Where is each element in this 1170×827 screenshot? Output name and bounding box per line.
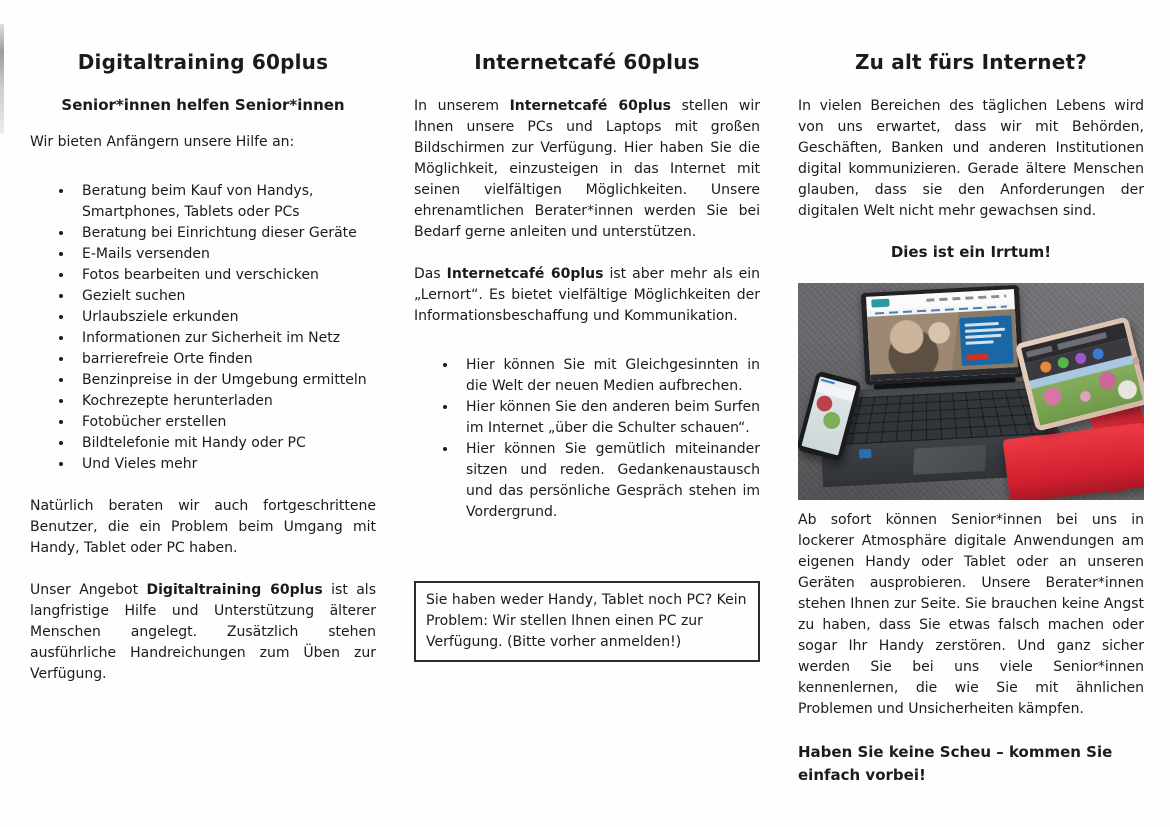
list-item: • Bildtelefonie mit Handy oder PC [74,433,376,454]
list-item: • barrierefreie Orte finden [74,349,376,370]
devices-photo [798,283,1144,500]
text-segment: Unser Angebot [30,582,147,598]
column1-title: Digitaltraining 60plus [77,50,329,74]
column1-paragraph-offer [30,580,376,685]
column1-subtitle: Senior*innen helfen Senior*innen [61,96,345,114]
column3-paragraph-digital-world: In vielen Bereichen des täglichen Lebens wird von uns erwartet, dass wir mit Behörden, Geschäften, Banken und anderen Institutionen digital kommunizieren. Gerade ältere Menschen glauben, dass sie den Anforderungen der digitalen Welt nicht mehr gewachsen sind. [798,98,1144,219]
text-segment: Das [414,266,447,282]
column-internetcafe [414,48,760,809]
laptop-website [866,289,1018,381]
list-item: • Informationen zur Sicherheit im Netz [74,328,376,349]
list-item: • Hier können Sie gemütlich miteinander sitzen und reden. Gedankenaustausch und das persönliche Gespräch stehen im Vordergrund. [458,439,760,523]
column-digitaltraining [30,48,376,809]
website-hero-image [867,309,1018,375]
hero-blue-panel [959,315,1013,366]
list-item: • Kochrezepte herunterladen [74,391,376,412]
laptop-touchpad [913,445,986,475]
list-item: • Und Vieles mehr [74,454,376,475]
column3-paragraph-ab-sofort: Ab sofort können Senior*innen bei uns in lockerer Atmosphäre digitale Anwendungen am eigenen Handy oder Tablet oder an unseren Geräten ausprobieren. Unsere Berater*innen stehen Ihnen zur Seite. Sie brauchen keine Angst zu haben, dass Sie etwas falsch machen oder sogar Ihr Handy zerstören. Und ganz sicher werden Sie bei uns viele Senior*innen kennenlernen, die wie Sie mit ähnlichen Problemen und Unsicherheiten kämpfen. [798,512,1144,717]
bold-cafe-name: Internetcafé 60plus [446,266,604,282]
list-item: • Beratung beim Kauf von Handys, Smartphones, Tablets oder PCs [74,181,376,223]
list-item: • Fotobücher erstellen [74,412,376,433]
list-item: • Beratung bei Einrichtung dieser Geräte [74,223,376,244]
website-logo [871,299,889,308]
list-item: • E-Mails versenden [74,244,376,265]
column2-paragraph-lernort [414,264,760,327]
column2-title: Internetcafé 60plus [474,50,700,74]
text-segment: stellen wir Ihnen unsere PCs und Laptops mit großen Bildschirmen zur Verfügung. Hier haben Sie die Möglichkeit, einzusteigen in das Internet mit seinen vielfältigen Möglichkeiten. Unsere ehrenamtlichen Berater*innen werden Sie bei Bedarf gerne anleiten und unterstützen. [414,98,760,240]
column-zu-alt [798,48,1144,809]
hero-red-button [966,354,988,361]
info-box-no-device: Sie haben weder Handy, Tablet noch PC? Kein Problem: Wir stellen Ihnen einen PC zur Verfügung. (Bitte vorher anmelden!) [414,581,760,662]
column2-paragraph-intro [414,96,760,243]
column1-paragraph-advanced: Natürlich beraten wir auch fortgeschrittene Benutzer, die ein Problem beim Umgang mit Handy, Tablet oder PC haben. [30,498,376,556]
bold-program-name: Digitaltraining 60plus [146,582,323,598]
laptop-sticker [859,449,871,459]
cafe-benefits-list [414,355,760,523]
list-item: • Benzinpreise in der Umgebung ermitteln [74,370,376,391]
irrtum-claim: Dies ist ein Irrtum! [890,243,1052,261]
text-segment: ist aber mehr als ein „Lernort“. Es bietet vielfältige Möglichkeiten der Informationsbeschaffung und Kommunikation. [414,266,761,324]
text-segment: In unserem [414,98,510,114]
laptop-screen [861,285,1024,385]
text-segment: ist als langfristige Hilfe und Unterstützung älterer Menschen angelegt. Zusätzlich stehen ausführliche Handreichungen zum Üben zur Verfügung. [30,582,376,682]
tablet-home-button [1132,357,1140,365]
column1-intro: Wir bieten Anfängern unsere Hilfe an: [30,134,295,150]
list-item: • Fotos bearbeiten und verschicken [74,265,376,286]
bold-cafe-name: Internetcafé 60plus [509,98,671,114]
list-item: • Gezielt suchen [74,286,376,307]
services-bullet-list [30,181,376,475]
scan-artifact [0,24,4,134]
closing-text: Haben Sie keine Scheu – kommen Sie einfach vorbei! [798,743,1113,785]
column3-title: Zu alt fürs Internet? [854,50,1088,74]
smartphone-browser-bar [818,376,856,392]
list-item: • Urlaubsziele erkunden [74,307,376,328]
list-item: • Hier können Sie den anderen beim Surfen im Internet „über die Schulter schauen“. [458,397,760,439]
list-item: • Hier können Sie mit Gleichgesinnten in die Welt der neuen Medien aufbrechen. [458,355,760,397]
